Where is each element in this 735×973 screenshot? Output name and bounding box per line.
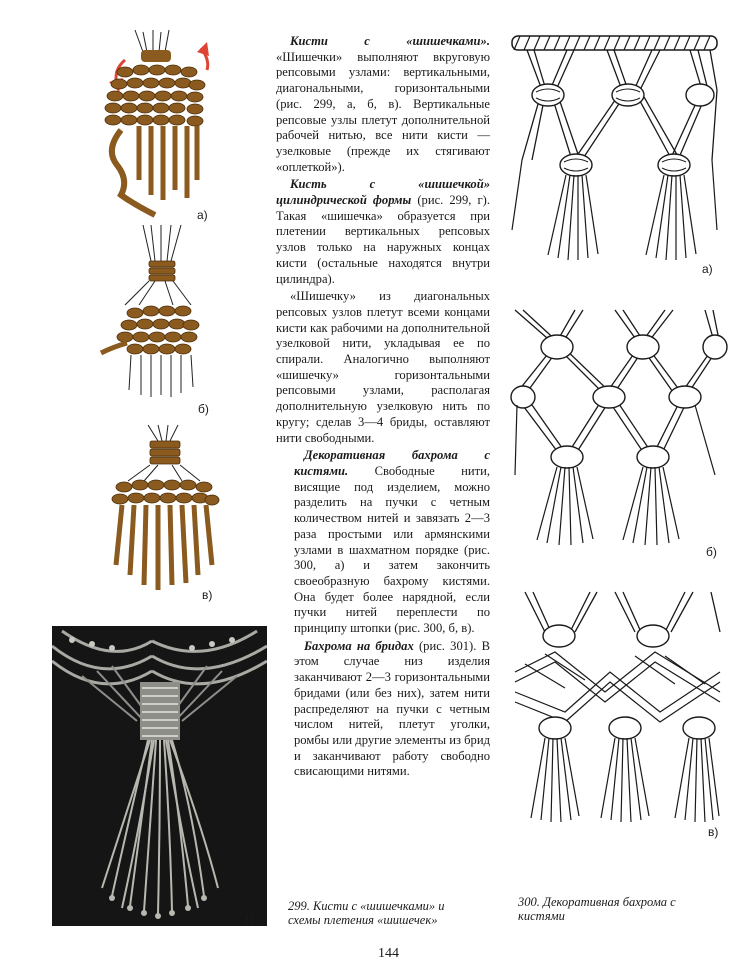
figure-300v bbox=[515, 592, 720, 830]
page-number: 144 bbox=[378, 946, 399, 961]
paragraph-4-text: Свободные нити, висящие под изделием, можно разделить на пучки с четным количеством нитей и завязать 2—3 раза простыми или армянскими узлами в шахматном порядке (рис. 300, а) и затем закончить своеобразную бахрому кистями. Она будет более нарядной, если пучки нитей переплести по принципу штопки (рис. 300, б, в). bbox=[294, 463, 490, 636]
paragraph-1-text: «Шишечки» выполняют вкруговую репсовыми узлами: вертикальными, диагональными, горизонтальными (рис. 299, а, б, в). Вертикальные репсовые узлы плетут дополнительной рабочей нитью, все нити кисти — узелковые (прежде их стягивают «оплеткой»). bbox=[276, 49, 490, 174]
paragraph-1 bbox=[276, 34, 490, 175]
fig299-label-g: г) bbox=[246, 912, 255, 926]
figure-299g-photo bbox=[52, 626, 267, 926]
paragraph-3 bbox=[276, 289, 490, 446]
paragraph-1-heading: Кисти с «шишечками». bbox=[290, 34, 490, 48]
paragraph-5-text: (рис. 301). В этом случае низ изделия заканчивают 2—3 горизонтальными бридами (или без них), затем нити распределяют на пучки с четным числом нитей, плетут уголки, ромбы или другие элементы из брид и заканчивают работу свободно свисающими нитями. bbox=[294, 638, 490, 779]
fig300-label-v: в) bbox=[708, 825, 719, 839]
tassel-knot-illustration-a bbox=[95, 30, 225, 225]
tassel-knot-illustration-b bbox=[95, 225, 225, 405]
fig299-label-b: б) bbox=[198, 402, 209, 416]
fig300-label-b: б) bbox=[706, 545, 717, 559]
fig300-label-a: а) bbox=[702, 262, 713, 276]
paragraph-2-heading: Кисть с «шишечкой» цилиндрической формы bbox=[276, 177, 490, 208]
figure-299-caption: 299. Кисти с «шишечками» и схемы плетения «шишечек» bbox=[288, 899, 445, 927]
paragraph-3-text: «Шишечку» из диагональных репсовых узлов плетут всеми концами кисти как рабочими на дополнительной узелковой нити, укладывая ее по спирали. Аналогично выполняют «шишечку» горизонтальными репсовыми узлами, располагая дополнительную узелковую нить по кругу; сделав 3—4 бриды, оставляют нити свободными. bbox=[276, 289, 490, 445]
fig299-label-a: а) bbox=[197, 208, 208, 222]
figure-300-caption: 300. Декоративная бахрома с кистями bbox=[518, 895, 676, 923]
paragraph-4-heading: Декоративная бахрома с кистями. bbox=[294, 448, 490, 478]
paragraph-4 bbox=[294, 448, 490, 636]
tassel-photo-illustration bbox=[52, 626, 267, 926]
figure-300a bbox=[512, 30, 722, 270]
tassel-knot-illustration-v bbox=[100, 425, 225, 605]
fig299-label-v: в) bbox=[202, 588, 213, 602]
paragraph-2-text: (рис. 299, г). Такая «шишечка» образуется при плетении вертикальных репсовых узлов только на наружных концах кисти (остальные находятся внутри цилиндра). bbox=[276, 193, 490, 286]
paragraph-2 bbox=[276, 177, 490, 287]
paragraph-5 bbox=[294, 639, 490, 780]
body-text-column bbox=[276, 34, 490, 782]
figure-300b bbox=[515, 305, 720, 550]
paragraph-5-heading: Бахрома на бридах bbox=[304, 638, 414, 653]
